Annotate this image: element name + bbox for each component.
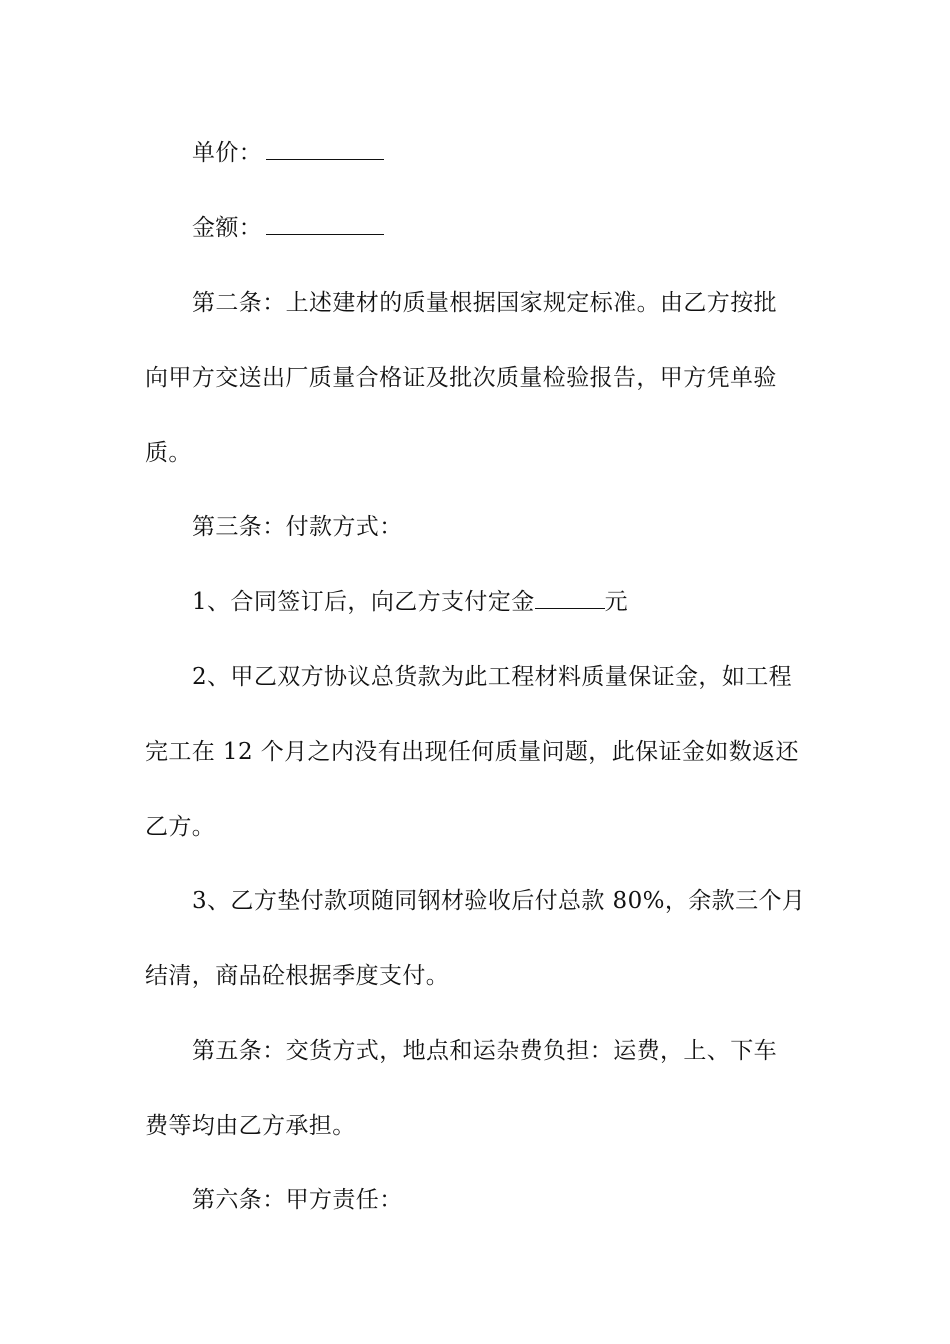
- unit-price-label: 单价：: [192, 140, 263, 166]
- clause3-item2-line2: 完工在 12 个月之内没有出现任何质量问题，此保证金如数返还: [145, 739, 799, 765]
- clause2-line2: 向甲方交送出厂质量合格证及批次质量检验报告，甲方凭单验: [145, 365, 777, 391]
- clause3-item3-line1: 3、乙方垫付款项随同钢材验收后付总款 80%，余款三个月: [192, 888, 806, 914]
- unit-price-blank: [266, 141, 384, 160]
- clause3-item2-line3: 乙方。: [145, 814, 216, 840]
- amount-line: [192, 213, 384, 243]
- amount-blank: [266, 216, 384, 235]
- clause2-line3: 质。: [145, 440, 192, 466]
- clause3-item1-suffix: 元: [604, 589, 629, 615]
- clause3-item3-line2: 结清，商品砼根据季度支付。: [145, 963, 450, 989]
- clause6-heading: 第六条：甲方责任：: [192, 1187, 403, 1213]
- clause5-line2: 费等均由乙方承担。: [145, 1113, 356, 1139]
- unit-price-line: [192, 138, 384, 168]
- clause3-heading: 第三条：付款方式：: [192, 514, 403, 540]
- deposit-blank: [535, 590, 605, 609]
- clause2-line1: 第二条：上述建材的质量根据国家规定标准。由乙方按批: [192, 290, 777, 316]
- clause3-item1-text: 1、合同签订后，向乙方支付定金: [192, 589, 535, 615]
- clause3-item2-line1: 2、甲乙双方协议总货款为此工程材料质量保证金，如工程: [192, 664, 793, 690]
- clause5-line1: 第五条：交货方式，地点和运杂费负担：运费，上、下车: [192, 1038, 777, 1064]
- clause3-item1: [192, 587, 628, 617]
- amount-label: 金额：: [192, 215, 263, 241]
